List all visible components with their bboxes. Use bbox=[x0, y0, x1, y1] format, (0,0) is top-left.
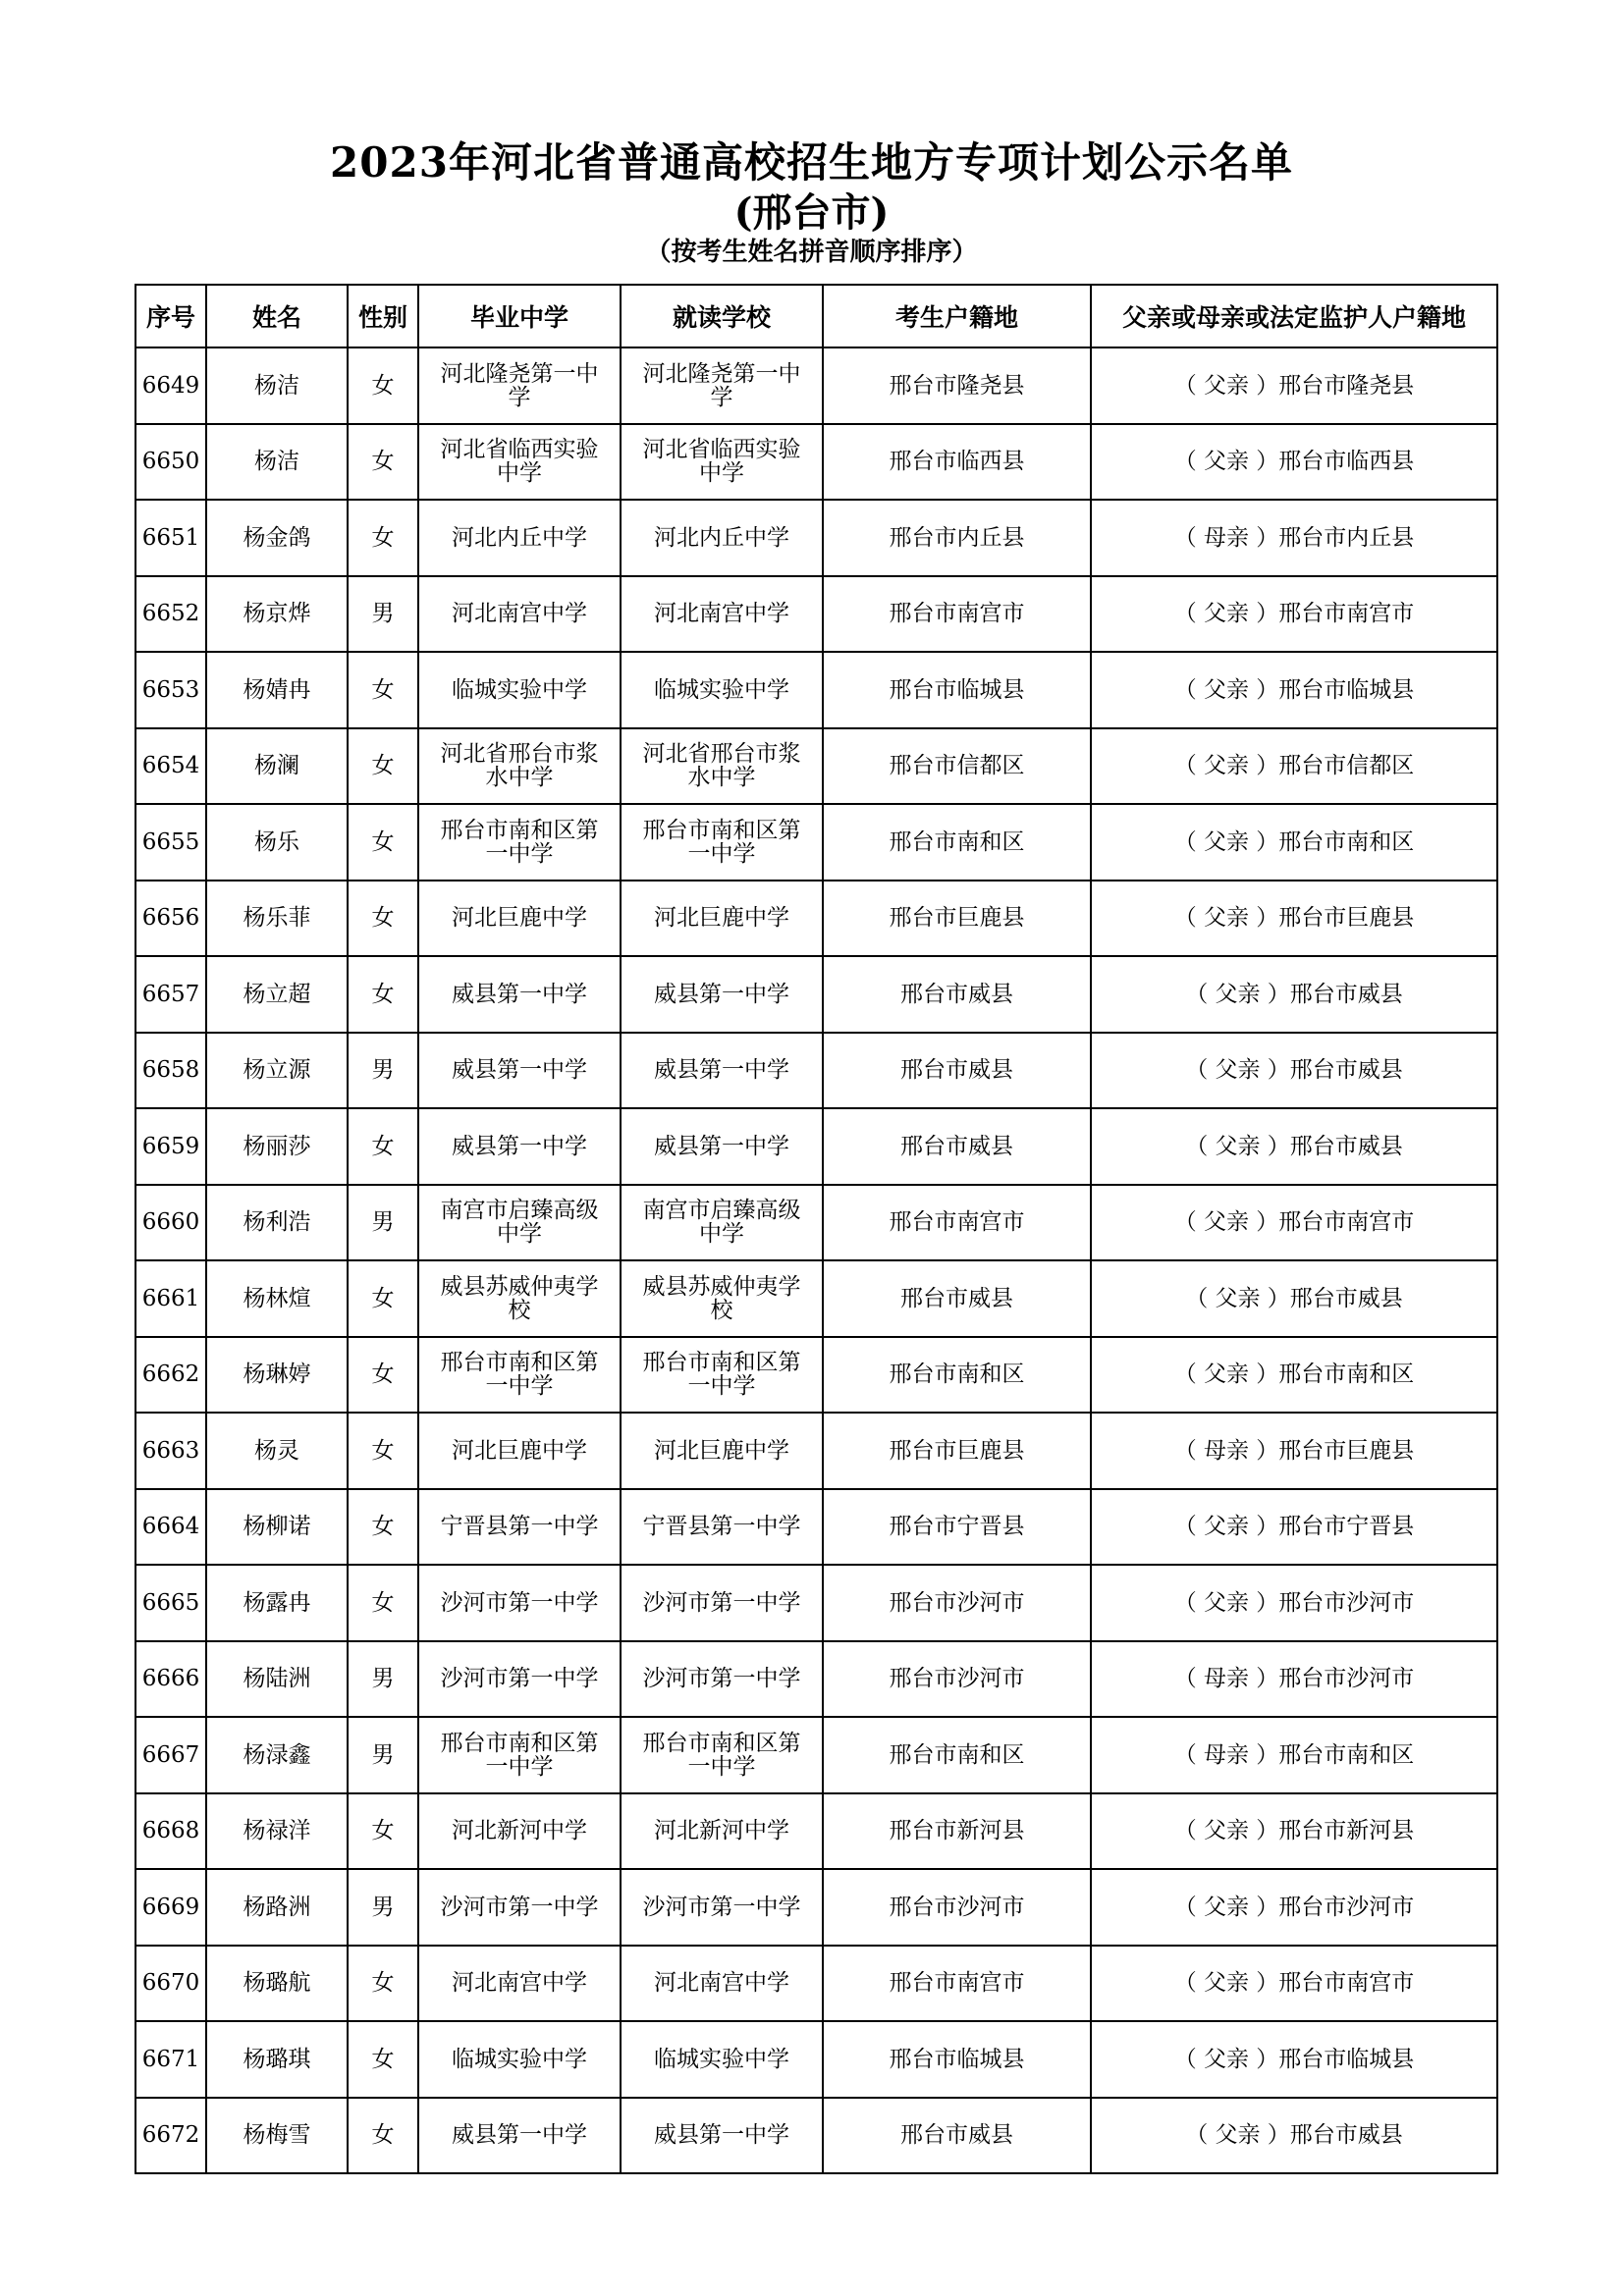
cell-current-school bbox=[621, 424, 823, 501]
cell-current-school-text: 沙河市第一中学 bbox=[642, 1894, 801, 1920]
cell-grad-school bbox=[418, 1565, 621, 1641]
cell-no: 6657 bbox=[135, 956, 206, 1033]
cell-residence: 邢台市威县 bbox=[823, 1260, 1091, 1337]
cell-current-school bbox=[621, 1413, 823, 1489]
sort-note: （按考生姓名拼音顺序排序） bbox=[645, 238, 978, 267]
cell-residence: 邢台市内丘县 bbox=[823, 500, 1091, 576]
cell-gender: 女 bbox=[348, 956, 418, 1033]
cell-grad-school-text: 临城实验中学 bbox=[452, 2046, 587, 2072]
cell-no: 6671 bbox=[135, 2021, 206, 2098]
cell-current-school bbox=[621, 1108, 823, 1185]
cell-grad-school-text: 威县苏威仲夷学校 bbox=[440, 1273, 599, 1323]
cell-current-school-text: 临城实验中学 bbox=[654, 2046, 789, 2072]
cell-grad-school bbox=[418, 576, 621, 653]
cell-grad-school-text: 南宫市启臻高级中学 bbox=[440, 1198, 599, 1248]
cell-grad-school bbox=[418, 652, 621, 728]
cell-name: 杨婧冉 bbox=[206, 652, 348, 728]
cell-current-school-text: 河北南宫中学 bbox=[654, 601, 789, 627]
cell-grad-school bbox=[418, 2021, 621, 2098]
cell-current-school-text: 威县第一中学 bbox=[654, 1057, 789, 1084]
cell-grad-school bbox=[418, 1033, 621, 1109]
cell-gender: 女 bbox=[348, 1260, 418, 1337]
cell-name: 杨琳婷 bbox=[206, 1337, 348, 1414]
cell-name: 杨京烨 bbox=[206, 576, 348, 653]
cell-grad-school bbox=[418, 1185, 621, 1261]
cell-current-school bbox=[621, 1337, 823, 1414]
cell-guardian: （ 父亲 ）邢台市南和区 bbox=[1091, 804, 1497, 881]
cell-residence: 邢台市南和区 bbox=[823, 804, 1091, 881]
cell-no: 6649 bbox=[135, 347, 206, 424]
cell-name: 杨渌鑫 bbox=[206, 1717, 348, 1793]
table-row bbox=[135, 576, 1497, 653]
cell-gender: 女 bbox=[348, 804, 418, 881]
cell-current-school bbox=[621, 2021, 823, 2098]
cell-grad-school-text: 河北省邢台市浆水中学 bbox=[440, 741, 599, 791]
cell-guardian: （ 父亲 ）邢台市威县 bbox=[1091, 1260, 1497, 1337]
cell-name: 杨灵 bbox=[206, 1413, 348, 1489]
cell-name: 杨洁 bbox=[206, 424, 348, 501]
table-row bbox=[135, 1489, 1497, 1566]
page-subtitle: (邢台市) bbox=[733, 189, 890, 236]
cell-guardian: （ 父亲 ）邢台市南宫市 bbox=[1091, 1185, 1497, 1261]
cell-gender: 女 bbox=[348, 881, 418, 957]
cell-guardian: （ 母亲 ）邢台市南和区 bbox=[1091, 1717, 1497, 1793]
cell-grad-school-text: 邢台市南和区第一中学 bbox=[440, 1730, 599, 1780]
cell-grad-school-text: 河北南宫中学 bbox=[452, 601, 587, 627]
cell-name: 杨璐航 bbox=[206, 1946, 348, 2022]
cell-grad-school bbox=[418, 1717, 621, 1793]
col-header-name: 姓名 bbox=[206, 285, 348, 347]
cell-current-school-text: 南宫市启臻高级中学 bbox=[642, 1198, 801, 1248]
table-row bbox=[135, 500, 1497, 576]
table-row bbox=[135, 652, 1497, 728]
cell-current-school-text: 沙河市第一中学 bbox=[642, 1666, 801, 1692]
cell-grad-school bbox=[418, 500, 621, 576]
cell-gender: 男 bbox=[348, 1641, 418, 1718]
cell-no: 6661 bbox=[135, 1260, 206, 1337]
cell-current-school bbox=[621, 881, 823, 957]
cell-guardian: （ 父亲 ）邢台市威县 bbox=[1091, 2098, 1497, 2174]
col-header-gender: 性别 bbox=[348, 285, 418, 347]
cell-grad-school-text: 沙河市第一中学 bbox=[440, 1666, 599, 1692]
cell-name: 杨利浩 bbox=[206, 1185, 348, 1261]
cell-gender: 男 bbox=[348, 1717, 418, 1793]
cell-residence: 邢台市南和区 bbox=[823, 1337, 1091, 1414]
cell-gender: 女 bbox=[348, 1793, 418, 1870]
cell-grad-school-text: 沙河市第一中学 bbox=[440, 1589, 599, 1616]
cell-current-school bbox=[621, 804, 823, 881]
cell-name: 杨乐菲 bbox=[206, 881, 348, 957]
cell-guardian: （ 父亲 ）邢台市威县 bbox=[1091, 1033, 1497, 1109]
cell-grad-school bbox=[418, 1793, 621, 1870]
table-body bbox=[135, 347, 1497, 2173]
cell-grad-school-text: 河北新河中学 bbox=[452, 1818, 587, 1844]
cell-current-school bbox=[621, 1946, 823, 2022]
cell-grad-school bbox=[418, 1337, 621, 1414]
cell-current-school bbox=[621, 956, 823, 1033]
table-row bbox=[135, 2021, 1497, 2098]
cell-guardian: （ 父亲 ）邢台市威县 bbox=[1091, 1108, 1497, 1185]
col-header-grad-school: 毕业中学 bbox=[418, 285, 621, 347]
cell-name: 杨立源 bbox=[206, 1033, 348, 1109]
cell-current-school-text: 河北内丘中学 bbox=[654, 524, 789, 551]
table-row bbox=[135, 1413, 1497, 1489]
cell-name: 杨丽莎 bbox=[206, 1108, 348, 1185]
table-row bbox=[135, 881, 1497, 957]
cell-name: 杨柳诺 bbox=[206, 1489, 348, 1566]
cell-current-school bbox=[621, 1793, 823, 1870]
cell-residence: 邢台市威县 bbox=[823, 2098, 1091, 2174]
cell-residence: 邢台市沙河市 bbox=[823, 1869, 1091, 1946]
cell-name: 杨澜 bbox=[206, 728, 348, 805]
cell-grad-school bbox=[418, 2098, 621, 2174]
cell-residence: 邢台市沙河市 bbox=[823, 1565, 1091, 1641]
cell-current-school-text: 宁晋县第一中学 bbox=[642, 1514, 801, 1540]
cell-gender: 女 bbox=[348, 1565, 418, 1641]
cell-guardian: （ 母亲 ）邢台市沙河市 bbox=[1091, 1641, 1497, 1718]
table-row bbox=[135, 1337, 1497, 1414]
cell-no: 6664 bbox=[135, 1489, 206, 1566]
cell-current-school-text: 河北巨鹿中学 bbox=[654, 1437, 789, 1464]
cell-grad-school bbox=[418, 424, 621, 501]
cell-grad-school-text: 邢台市南和区第一中学 bbox=[440, 817, 599, 867]
cell-guardian: （ 父亲 ）邢台市南宫市 bbox=[1091, 1946, 1497, 2022]
table-row bbox=[135, 2098, 1497, 2174]
page-title: 2023年河北省普通高校招生地方专项计划公示名单 bbox=[330, 138, 1293, 187]
cell-guardian: （ 父亲 ）邢台市巨鹿县 bbox=[1091, 881, 1497, 957]
cell-grad-school bbox=[418, 347, 621, 424]
cell-guardian: （ 父亲 ）邢台市沙河市 bbox=[1091, 1565, 1497, 1641]
cell-current-school bbox=[621, 1565, 823, 1641]
cell-name: 杨洁 bbox=[206, 347, 348, 424]
cell-current-school-text: 邢台市南和区第一中学 bbox=[642, 1730, 801, 1780]
cell-grad-school bbox=[418, 1946, 621, 2022]
cell-residence: 邢台市南宫市 bbox=[823, 1946, 1091, 2022]
cell-residence: 邢台市南宫市 bbox=[823, 576, 1091, 653]
cell-current-school-text: 威县第一中学 bbox=[654, 1133, 789, 1159]
cell-residence: 邢台市巨鹿县 bbox=[823, 1413, 1091, 1489]
cell-current-school bbox=[621, 1185, 823, 1261]
cell-residence: 邢台市隆尧县 bbox=[823, 347, 1091, 424]
cell-grad-school bbox=[418, 881, 621, 957]
cell-no: 6669 bbox=[135, 1869, 206, 1946]
cell-grad-school-text: 临城实验中学 bbox=[452, 676, 587, 703]
table-row bbox=[135, 1108, 1497, 1185]
cell-current-school-text: 河北省临西实验中学 bbox=[642, 437, 801, 487]
cell-grad-school-text: 河北巨鹿中学 bbox=[452, 905, 587, 932]
cell-name: 杨禄洋 bbox=[206, 1793, 348, 1870]
cell-gender: 女 bbox=[348, 347, 418, 424]
cell-grad-school bbox=[418, 728, 621, 805]
cell-residence: 邢台市信都区 bbox=[823, 728, 1091, 805]
cell-guardian: （ 父亲 ）邢台市南和区 bbox=[1091, 1337, 1497, 1414]
cell-grad-school-text: 沙河市第一中学 bbox=[440, 1894, 599, 1920]
cell-no: 6650 bbox=[135, 424, 206, 501]
cell-grad-school-text: 威县第一中学 bbox=[452, 981, 587, 1007]
cell-no: 6659 bbox=[135, 1108, 206, 1185]
cell-no: 6652 bbox=[135, 576, 206, 653]
cell-current-school bbox=[621, 2098, 823, 2174]
cell-grad-school-text: 河北隆尧第一中学 bbox=[440, 360, 599, 410]
cell-name: 杨梅雪 bbox=[206, 2098, 348, 2174]
cell-name: 杨陆洲 bbox=[206, 1641, 348, 1718]
cell-no: 6656 bbox=[135, 881, 206, 957]
cell-grad-school-text: 威县第一中学 bbox=[452, 1057, 587, 1084]
table-row bbox=[135, 1033, 1497, 1109]
cell-gender: 男 bbox=[348, 1869, 418, 1946]
col-header-no: 序号 bbox=[135, 285, 206, 347]
table-row bbox=[135, 1717, 1497, 1793]
cell-current-school-text: 河北新河中学 bbox=[654, 1818, 789, 1844]
cell-guardian: （ 父亲 ）邢台市新河县 bbox=[1091, 1793, 1497, 1870]
cell-name: 杨林煊 bbox=[206, 1260, 348, 1337]
cell-current-school bbox=[621, 1489, 823, 1566]
cell-residence: 邢台市威县 bbox=[823, 956, 1091, 1033]
cell-current-school bbox=[621, 728, 823, 805]
cell-current-school-text: 威县苏威仲夷学校 bbox=[642, 1273, 801, 1323]
table-header-row bbox=[135, 285, 1497, 347]
cell-grad-school bbox=[418, 804, 621, 881]
cell-residence: 邢台市威县 bbox=[823, 1108, 1091, 1185]
cell-grad-school bbox=[418, 956, 621, 1033]
cell-current-school-text: 河北巨鹿中学 bbox=[654, 905, 789, 932]
cell-current-school-text: 邢台市南和区第一中学 bbox=[642, 1350, 801, 1400]
cell-no: 6660 bbox=[135, 1185, 206, 1261]
table-row bbox=[135, 1946, 1497, 2022]
cell-current-school bbox=[621, 1033, 823, 1109]
cell-residence: 邢台市临西县 bbox=[823, 424, 1091, 501]
cell-grad-school-text: 河北省临西实验中学 bbox=[440, 437, 599, 487]
cell-guardian: （ 父亲 ）邢台市隆尧县 bbox=[1091, 347, 1497, 424]
cell-no: 6654 bbox=[135, 728, 206, 805]
cell-current-school bbox=[621, 1717, 823, 1793]
cell-residence: 邢台市临城县 bbox=[823, 652, 1091, 728]
cell-current-school-text: 河北省邢台市浆水中学 bbox=[642, 741, 801, 791]
cell-name: 杨露冉 bbox=[206, 1565, 348, 1641]
cell-no: 6658 bbox=[135, 1033, 206, 1109]
cell-grad-school bbox=[418, 1489, 621, 1566]
cell-grad-school-text: 河北内丘中学 bbox=[452, 524, 587, 551]
cell-name: 杨乐 bbox=[206, 804, 348, 881]
cell-current-school-text: 威县第一中学 bbox=[654, 2122, 789, 2149]
cell-gender: 女 bbox=[348, 2021, 418, 2098]
cell-no: 6662 bbox=[135, 1337, 206, 1414]
roster-table bbox=[135, 284, 1498, 2174]
cell-current-school-text: 沙河市第一中学 bbox=[642, 1589, 801, 1616]
cell-guardian: （ 父亲 ）邢台市信都区 bbox=[1091, 728, 1497, 805]
cell-grad-school bbox=[418, 1108, 621, 1185]
cell-guardian: （ 父亲 ）邢台市南宫市 bbox=[1091, 576, 1497, 653]
table-row bbox=[135, 424, 1497, 501]
cell-current-school bbox=[621, 576, 823, 653]
cell-gender: 男 bbox=[348, 1185, 418, 1261]
cell-current-school bbox=[621, 347, 823, 424]
table-row bbox=[135, 347, 1497, 424]
cell-grad-school bbox=[418, 1641, 621, 1718]
cell-current-school bbox=[621, 652, 823, 728]
col-header-current-school: 就读学校 bbox=[621, 285, 823, 347]
cell-guardian: （ 母亲 ）邢台市巨鹿县 bbox=[1091, 1413, 1497, 1489]
cell-gender: 女 bbox=[348, 1489, 418, 1566]
table-row bbox=[135, 804, 1497, 881]
cell-gender: 女 bbox=[348, 500, 418, 576]
table-row bbox=[135, 956, 1497, 1033]
table-row bbox=[135, 1260, 1497, 1337]
cell-residence: 邢台市宁晋县 bbox=[823, 1489, 1091, 1566]
cell-current-school bbox=[621, 1260, 823, 1337]
cell-no: 6665 bbox=[135, 1565, 206, 1641]
cell-grad-school bbox=[418, 1413, 621, 1489]
cell-no: 6653 bbox=[135, 652, 206, 728]
cell-guardian: （ 母亲 ）邢台市内丘县 bbox=[1091, 500, 1497, 576]
cell-residence: 邢台市新河县 bbox=[823, 1793, 1091, 1870]
cell-grad-school-text: 宁晋县第一中学 bbox=[440, 1514, 599, 1540]
table-row bbox=[135, 1793, 1497, 1870]
cell-residence: 邢台市巨鹿县 bbox=[823, 881, 1091, 957]
cell-guardian: （ 父亲 ）邢台市临城县 bbox=[1091, 2021, 1497, 2098]
cell-name: 杨路洲 bbox=[206, 1869, 348, 1946]
cell-no: 6666 bbox=[135, 1641, 206, 1718]
table-row bbox=[135, 1565, 1497, 1641]
cell-gender: 女 bbox=[348, 1337, 418, 1414]
cell-grad-school-text: 河北南宫中学 bbox=[452, 1970, 587, 1997]
cell-residence: 邢台市威县 bbox=[823, 1033, 1091, 1109]
cell-no: 6670 bbox=[135, 1946, 206, 2022]
cell-residence: 邢台市沙河市 bbox=[823, 1641, 1091, 1718]
cell-guardian: （ 父亲 ）邢台市临西县 bbox=[1091, 424, 1497, 501]
cell-gender: 男 bbox=[348, 576, 418, 653]
cell-no: 6651 bbox=[135, 500, 206, 576]
cell-name: 杨金鸽 bbox=[206, 500, 348, 576]
cell-current-school-text: 河北南宫中学 bbox=[654, 1970, 789, 1997]
col-header-residence: 考生户籍地 bbox=[823, 285, 1091, 347]
table-row bbox=[135, 1641, 1497, 1718]
cell-residence: 邢台市南和区 bbox=[823, 1717, 1091, 1793]
table-row bbox=[135, 728, 1497, 805]
cell-no: 6672 bbox=[135, 2098, 206, 2174]
cell-gender: 女 bbox=[348, 1946, 418, 2022]
cell-gender: 女 bbox=[348, 1108, 418, 1185]
cell-current-school-text: 临城实验中学 bbox=[654, 676, 789, 703]
cell-name: 杨璐琪 bbox=[206, 2021, 348, 2098]
cell-grad-school bbox=[418, 1869, 621, 1946]
cell-gender: 女 bbox=[348, 424, 418, 501]
cell-grad-school-text: 威县第一中学 bbox=[452, 2122, 587, 2149]
cell-current-school-text: 威县第一中学 bbox=[654, 981, 789, 1007]
cell-grad-school-text: 威县第一中学 bbox=[452, 1133, 587, 1159]
cell-residence: 邢台市南宫市 bbox=[823, 1185, 1091, 1261]
cell-no: 6663 bbox=[135, 1413, 206, 1489]
cell-no: 6667 bbox=[135, 1717, 206, 1793]
cell-current-school bbox=[621, 1869, 823, 1946]
cell-gender: 女 bbox=[348, 652, 418, 728]
cell-current-school bbox=[621, 500, 823, 576]
cell-guardian: （ 父亲 ）邢台市临城县 bbox=[1091, 652, 1497, 728]
cell-gender: 女 bbox=[348, 728, 418, 805]
cell-grad-school bbox=[418, 1260, 621, 1337]
cell-guardian: （ 父亲 ）邢台市沙河市 bbox=[1091, 1869, 1497, 1946]
table-row bbox=[135, 1185, 1497, 1261]
cell-guardian: （ 父亲 ）邢台市威县 bbox=[1091, 956, 1497, 1033]
cell-gender: 男 bbox=[348, 1033, 418, 1109]
cell-grad-school-text: 邢台市南和区第一中学 bbox=[440, 1350, 599, 1400]
cell-current-school-text: 邢台市南和区第一中学 bbox=[642, 817, 801, 867]
table-row bbox=[135, 1869, 1497, 1946]
cell-gender: 女 bbox=[348, 1413, 418, 1489]
cell-guardian: （ 父亲 ）邢台市宁晋县 bbox=[1091, 1489, 1497, 1566]
cell-residence: 邢台市临城县 bbox=[823, 2021, 1091, 2098]
cell-name: 杨立超 bbox=[206, 956, 348, 1033]
cell-current-school bbox=[621, 1641, 823, 1718]
cell-grad-school-text: 河北巨鹿中学 bbox=[452, 1437, 587, 1464]
cell-no: 6655 bbox=[135, 804, 206, 881]
col-header-guardian: 父亲或母亲或法定监护人户籍地 bbox=[1091, 285, 1497, 347]
cell-gender: 女 bbox=[348, 2098, 418, 2174]
cell-no: 6668 bbox=[135, 1793, 206, 1870]
cell-current-school-text: 河北隆尧第一中学 bbox=[642, 360, 801, 410]
